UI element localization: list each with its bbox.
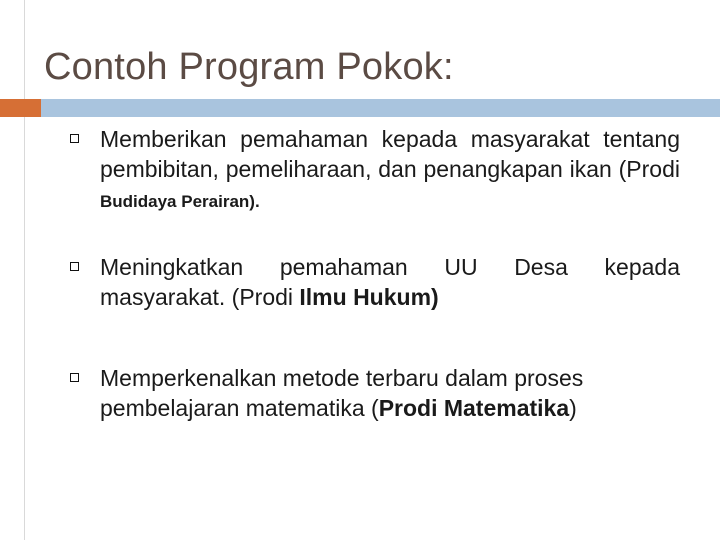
hollow-square-icon [70,134,79,143]
list-item-text-line-1: Memberikan pemahaman kepada masyarakat [100,126,590,152]
list-item-text-line-3-start: penangkapan ikan (Prodi [423,156,680,182]
list-item-text-line-2-bold: Ilmu Hukum) [299,284,439,310]
list-item-text-line-1: Memperkenalkan metode terbaru dalam proses [100,365,584,391]
list-item-text-line-2: tentang pembibitan, pemeliharaan, dan [100,126,681,182]
list-item-text-line-2-bold: Prodi Matematika [378,395,570,421]
list-item-text-line-1: Meningkatkan pemahaman UU Desa kepada [100,254,680,280]
list-item [66,252,680,312]
list-item-text-line-2-end: ) [569,395,577,421]
program-list [66,124,680,423]
list-item [66,363,680,423]
list-item-text-line-2-start: pembelajaran matematika ( [100,395,379,421]
title-accent-blue [41,99,720,117]
slide-frame-left-rule [24,0,25,540]
page-title: Contoh Program Pokok: [44,46,454,88]
title-accent-orange [0,99,41,117]
list-item [66,124,680,217]
hollow-square-icon [70,373,79,382]
list-item-text-line-3-bold: Budidaya Perairan). [100,192,260,211]
list-item-text-line-2-start: masyarakat. (Prodi [100,284,300,310]
list-item-text-line-2 [100,284,439,310]
list-item-text-line-2 [100,395,577,421]
hollow-square-icon [70,262,79,271]
